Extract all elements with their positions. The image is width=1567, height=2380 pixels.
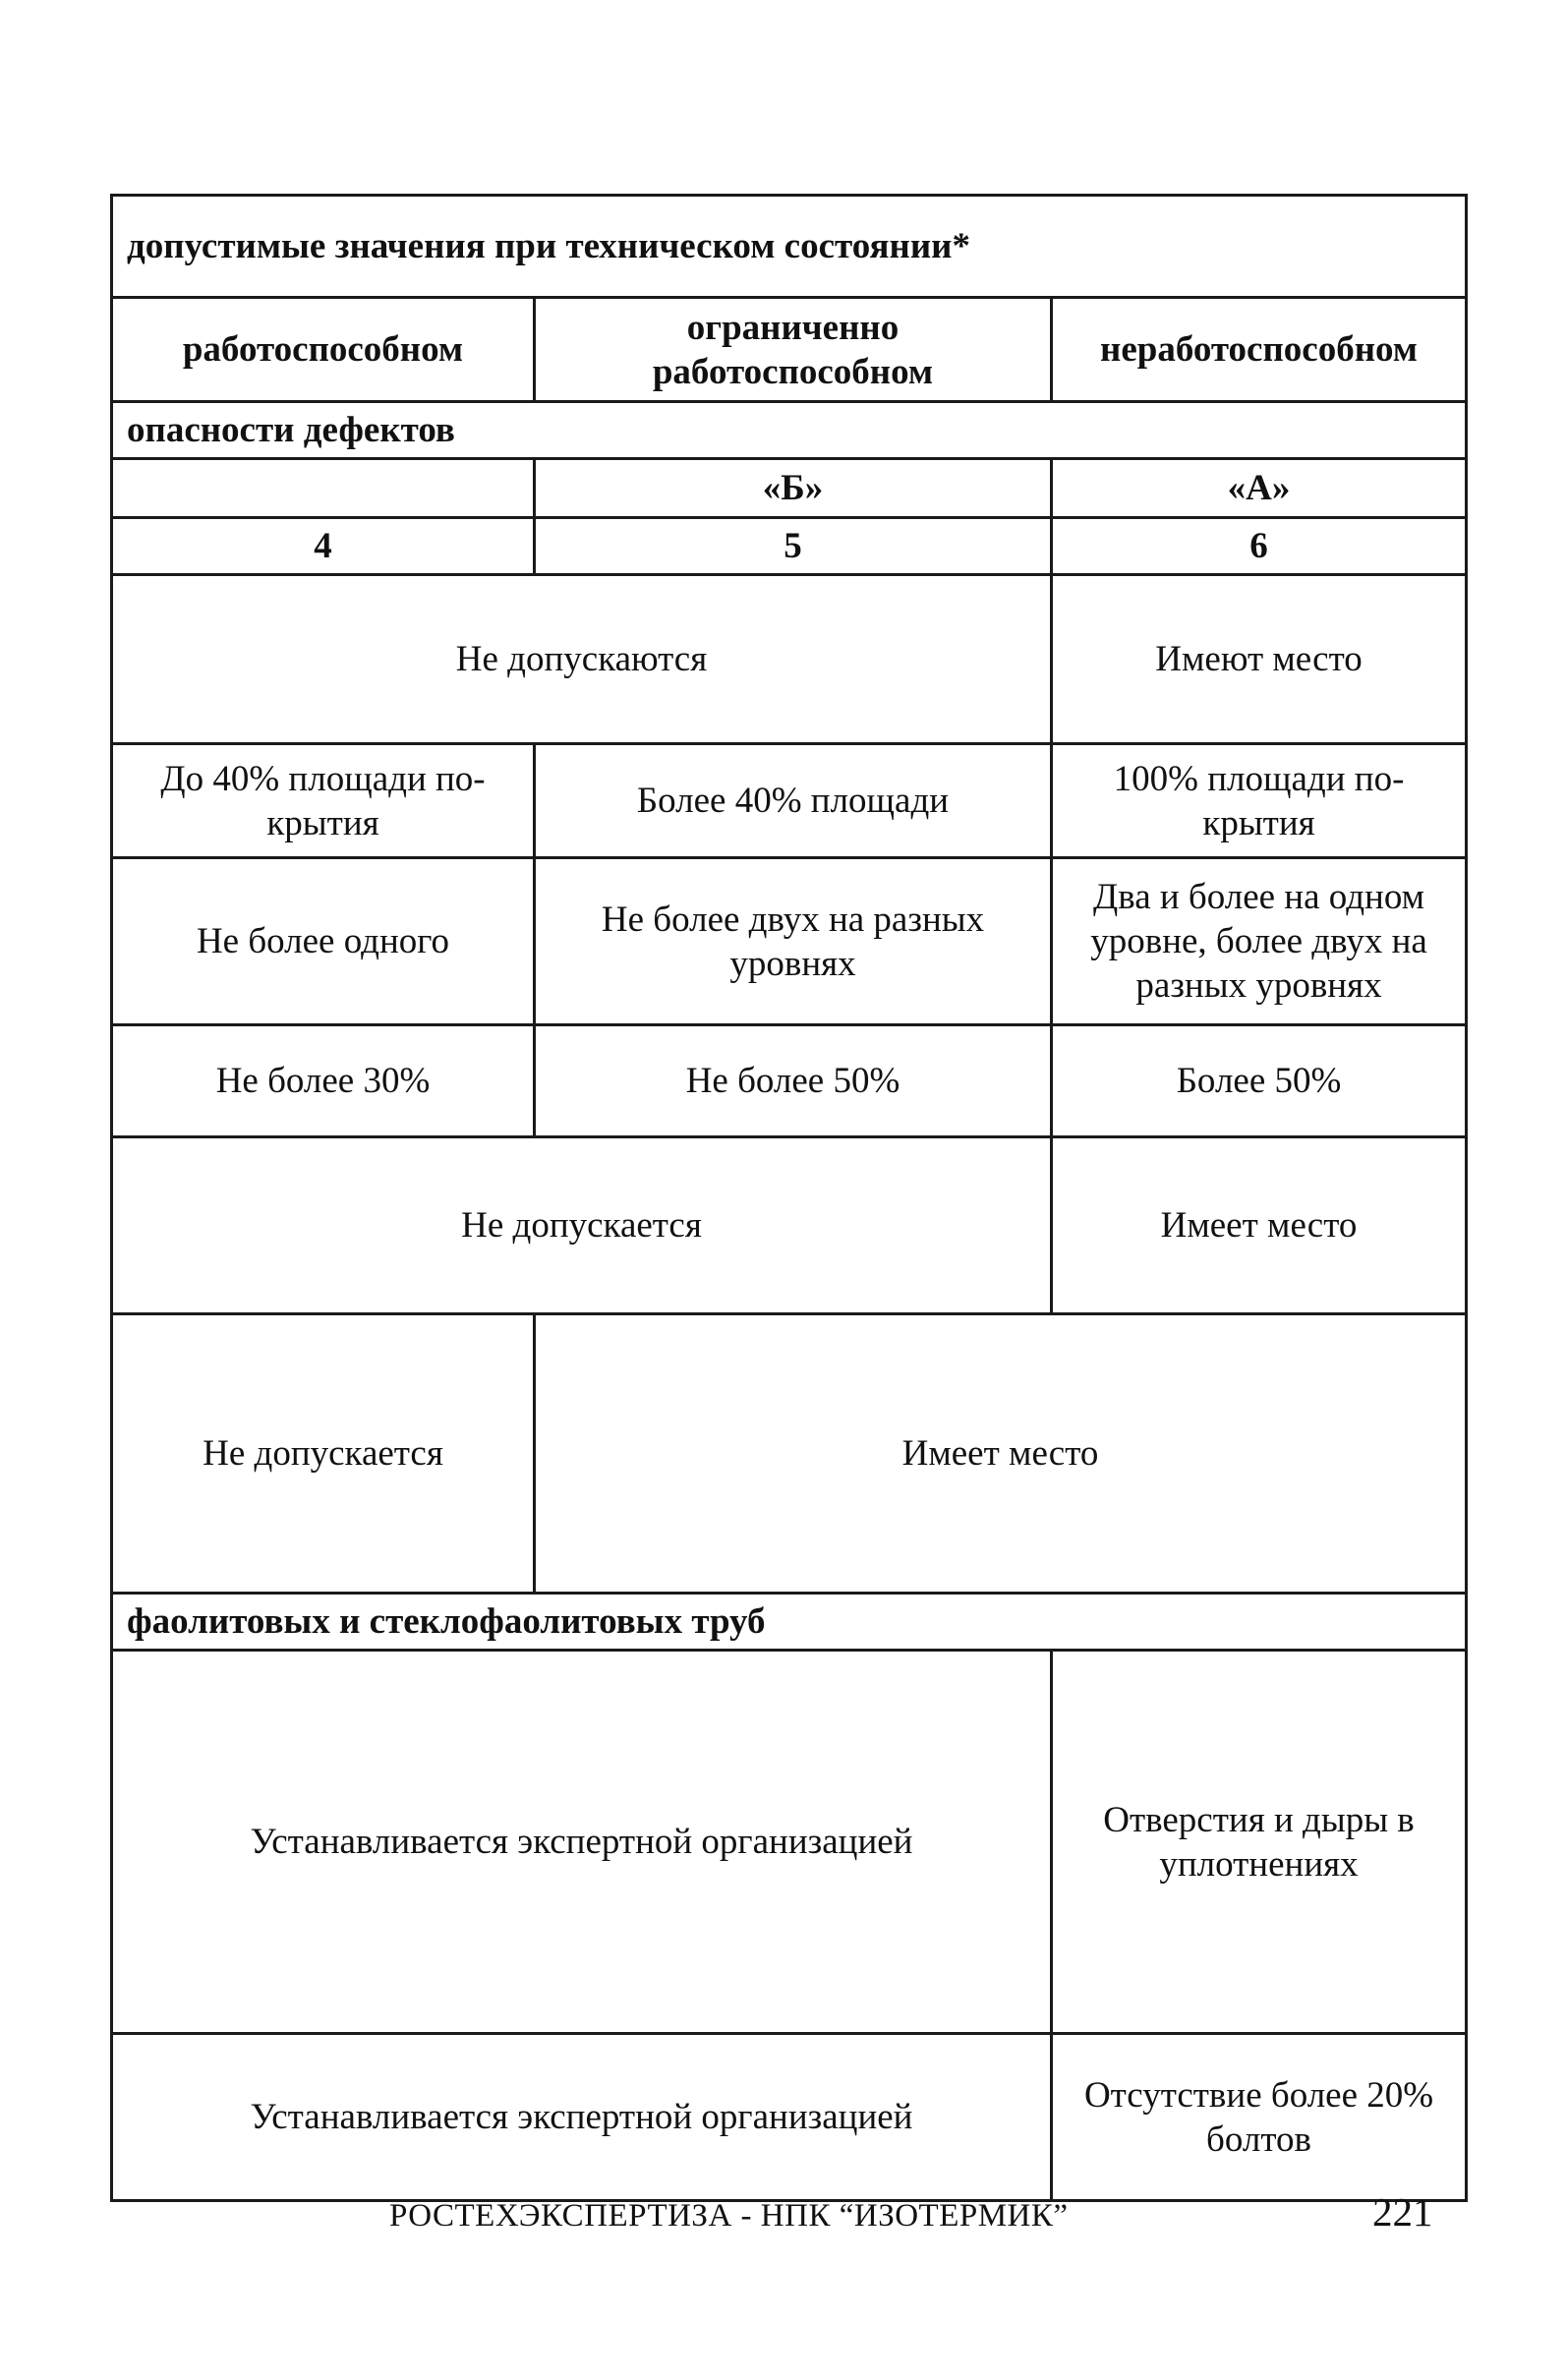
table-cell: Отсутствие более 20% болтов: [1052, 2034, 1467, 2201]
table-cell: Не более 30%: [112, 1025, 535, 1137]
table-cell: Не более двух на разных уровнях: [535, 858, 1052, 1025]
danger-section-title: опасности дефектов: [112, 402, 1467, 459]
danger-category-a: «А»: [1052, 459, 1467, 518]
table-row: [112, 2034, 1467, 2201]
table-cell: До 40% площади по-крытия: [112, 744, 535, 858]
danger-category-empty: [112, 459, 535, 518]
table-cell: Имеет место: [1052, 1137, 1467, 1314]
defects-table: [110, 194, 1468, 2202]
table-row: [112, 1314, 1467, 1594]
table-row: [112, 744, 1467, 858]
table-cell: Не более 50%: [535, 1025, 1052, 1137]
table-cell: Два и более на одном уровне, более двух на разных уровнях: [1052, 858, 1467, 1025]
table-cell: Не допускаются: [112, 575, 1052, 744]
table-cell: Отверстия и дыры в уплотнениях: [1052, 1651, 1467, 2034]
table-row: [112, 402, 1467, 459]
table-cell: Имеет место: [535, 1314, 1467, 1594]
table-cell: 100% площади по-крытия: [1052, 744, 1467, 858]
table-row: [112, 1137, 1467, 1314]
table-row: [112, 1025, 1467, 1137]
table-row: [112, 1651, 1467, 2034]
table-row: [112, 298, 1467, 402]
table-row: [112, 575, 1467, 744]
danger-category-b: «Б»: [535, 459, 1052, 518]
table-cell: Не допускается: [112, 1314, 535, 1594]
table-cell: Имеют место: [1052, 575, 1467, 744]
column-number-4: 4: [112, 518, 535, 575]
column-number-5: 5: [535, 518, 1052, 575]
footer-publisher: РОСТЕХЭКСПЕРТИЗА - НПК “ИЗОТЕРМИК”: [389, 2198, 1069, 2234]
table-cell: Более 40% площади: [535, 744, 1052, 858]
table-row: [112, 518, 1467, 575]
table-row: [112, 858, 1467, 1025]
table-row: [112, 1594, 1467, 1651]
table-row: [112, 459, 1467, 518]
table-cell: Не допускается: [112, 1137, 1052, 1314]
table-cell: Более 50%: [1052, 1025, 1467, 1137]
pipes-section-title: фаолитовых и стеклофаолитовых труб: [112, 1594, 1467, 1651]
page-number: 221: [1372, 2189, 1433, 2235]
column-number-6: 6: [1052, 518, 1467, 575]
table-cell: Устанавливается экспертной организацией: [112, 1651, 1052, 2034]
state-header-inoperable: неработоспособном: [1052, 298, 1467, 402]
header-title: допустимые значения при техническом состоянии*: [112, 196, 1467, 298]
table-cell: Устанавливается экспертной организацией: [112, 2034, 1052, 2201]
table-row: [112, 196, 1467, 298]
state-header-limited: ограниченно работоспособном: [535, 298, 1052, 402]
state-header-operable: работоспособном: [112, 298, 535, 402]
table-cell: Не более одного: [112, 858, 535, 1025]
